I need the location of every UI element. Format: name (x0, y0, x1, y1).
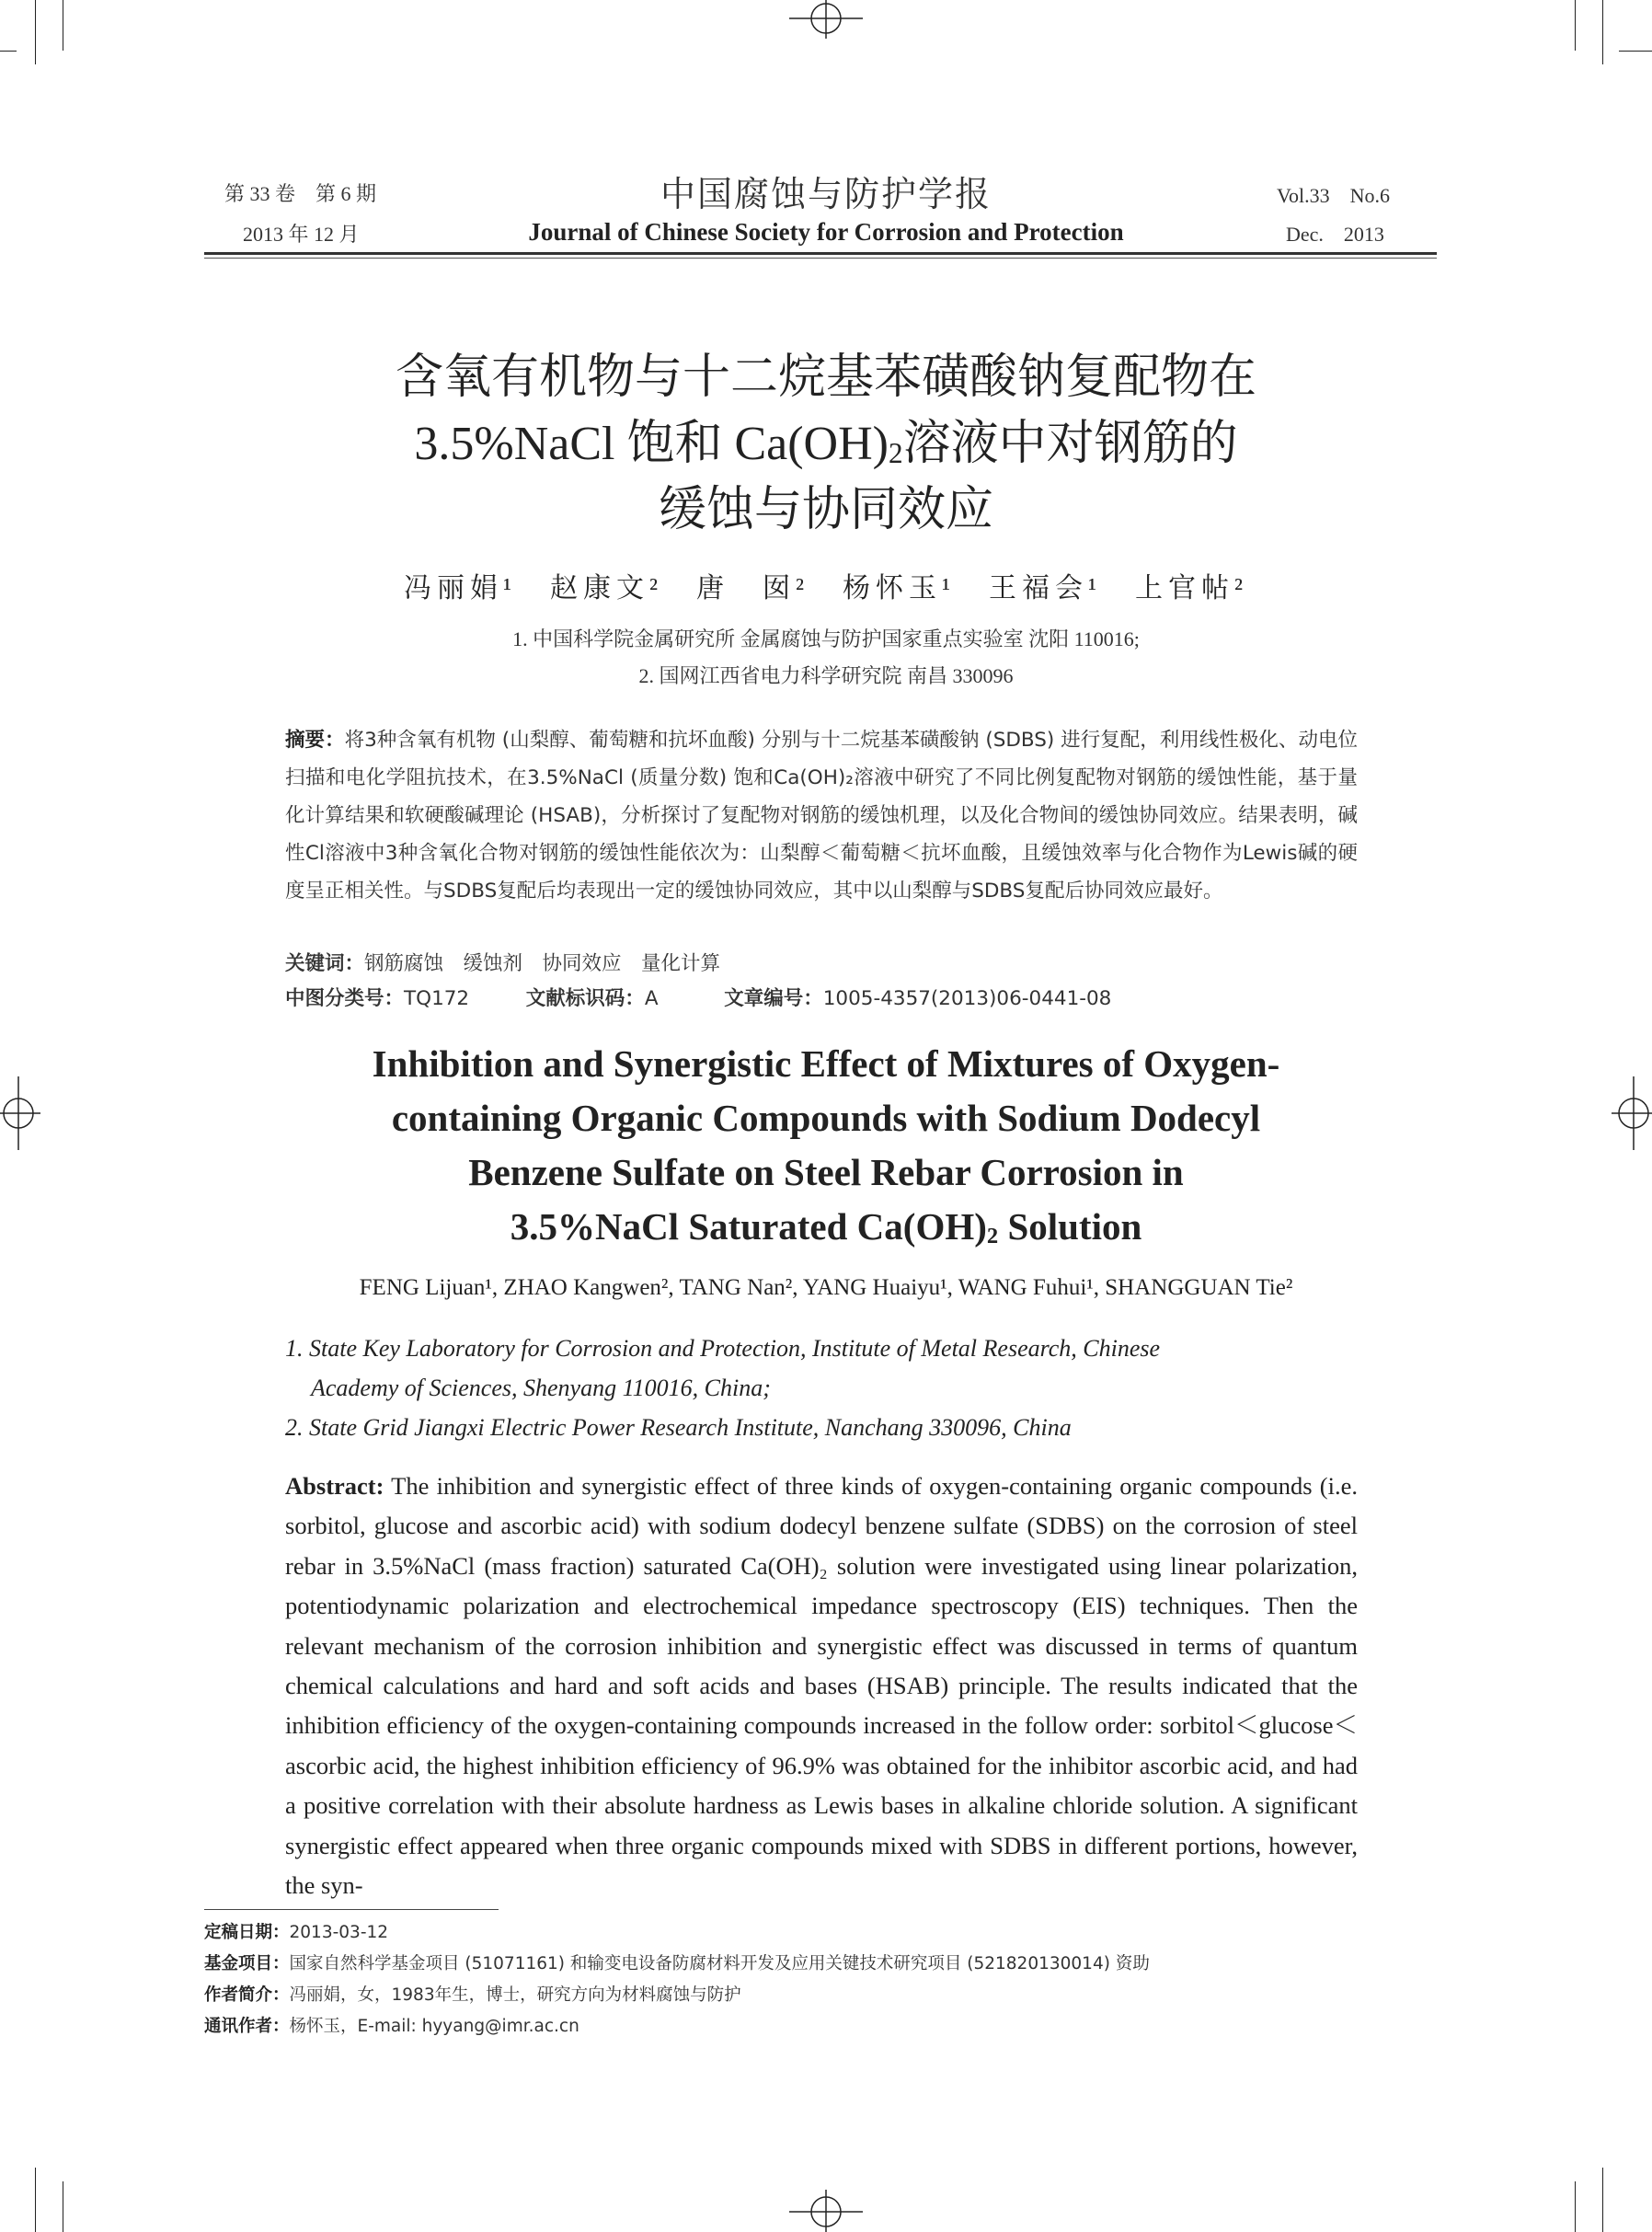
crop-mark (1602, 2168, 1603, 2232)
cn-title-line2-sub: 2 (888, 437, 903, 469)
en-abstract-label: Abstract: (285, 1472, 384, 1500)
cn-title-line3: 缓蚀与协同效应 (658, 482, 993, 537)
header-rule (204, 252, 1437, 255)
en-title-line2: containing Organic Compounds with Sodium Dodecyl (391, 1097, 1261, 1139)
cn-keywords-text: 钢筋腐蚀 缓蚀剂 协同效应 量化计算 (364, 952, 721, 975)
en-title-line1: Inhibition and Synergistic Effect of Mixtures of Oxygen- (372, 1042, 1280, 1085)
footnote-received-text: 2013-03-12 (289, 1923, 389, 1942)
crop-mark (0, 51, 17, 52)
header-vol-no: Vol.33 No.6 (1277, 184, 1391, 207)
registration-mark-top (789, 0, 863, 39)
en-title-line3: Benzene Sulfate on Steel Rebar Corrosion in (468, 1151, 1184, 1193)
crop-mark (1619, 51, 1652, 52)
cn-clc: TQ172 (404, 987, 470, 1010)
en-title-line4 (0, 1200, 1652, 1260)
footnote-author-text: 冯丽娟，女，1983年生，博士，研究方向为材料腐蚀与防护 (289, 1985, 741, 2005)
en-affiliation-1a: 1. State Key Laboratory for Corrosion and Protection, Institute of Metal Research, Chinese (285, 1335, 1161, 1362)
cn-abstract-label: 摘要： (285, 729, 345, 752)
footnote-fund (204, 1950, 1492, 1974)
crop-mark (35, 0, 36, 64)
en-abstract-text: The inhibition and synergistic effect of three kinds of oxygen-containing organic compounds (i.e. sorbitol, glucose and ascorbic acid) with sodium dodecyl benzene sulfate (SDBS) on the corrosion of steel rebar in 3.5%NaCl (mass fraction) saturated Ca(OH)₂ solution were investigated using linear polarization, potentiodynamic polarization and electrochemical impedance spectroscopy (EIS) techniques. Then the relevant mechanism of the corrosion inhibition and synergistic effect was discussed in terms of quantum chemical calculations and hard and soft acids and bases (HSAB) principle. The results indicated that the inhibition efficiency of the oxygen-containing compounds increased in the follow order: sorbitol＜glucose＜ascorbic acid, the highest inhibition efficiency of 96.9% was obtained for the inhibitor ascorbic acid, and had a positive correlation with their absolute hardness as Lewis bases in alkaline chloride solution. A significant synergistic effect appeared when three organic compounds mixed with SDBS in different portions, however, the syn- (285, 1472, 1358, 1900)
footnote-rule (204, 1909, 499, 1910)
crop-mark (1575, 0, 1576, 51)
cn-clc-label: 中图分类号： (285, 987, 405, 1010)
journal-title-en: Journal of Chinese Society for Corrosion and Protection (528, 218, 1124, 246)
cn-classification (285, 983, 1358, 1011)
footnote-fund-label: 基金项目： (204, 1954, 290, 1973)
en-title-line4-b: Solution (998, 1205, 1142, 1248)
header-volume-issue: 第 33 卷 第 6 期 (224, 182, 377, 205)
cn-doc-label: 文献标识码： (525, 987, 645, 1010)
footnote-received-label: 定稿日期： (204, 1923, 290, 1942)
crop-mark (1575, 2181, 1576, 2232)
cn-title-line2-a: 3.5%NaCl 饱和 Ca(OH) (414, 418, 889, 470)
en-abstract (285, 1467, 1358, 1905)
footnote-corr-text: 杨怀玉，E-mail: hyyang@imr.ac.cn (289, 2017, 579, 2036)
footnote-fund-text: 国家自然科学基金项目 (51071161) 和输变电设备防腐材料开发及应用关键技术研究项目 (521820130014) 资助 (289, 1954, 1150, 1973)
header-date-en: Dec. 2013 (1286, 223, 1384, 246)
header-date-cn: 2013 年 12 月 (243, 223, 360, 246)
header-rule-thin (204, 258, 1437, 259)
registration-mark-bottom (789, 2190, 863, 2232)
cn-keywords (285, 948, 1358, 976)
cn-abstract-text: 将3种含氧有机物 (山梨醇、葡萄糖和抗坏血酸) 分别与十二烷基苯磺酸钠 (SDBS) 进行复配，利用线性极化、动电位扫描和电化学阻抗技术，在3.5%NaCl (质量分数) 饱和Ca(OH)₂溶液中研究了不同比例复配物对钢筋的缓蚀性能，基于量化计算结果和软硬酸碱理论 (HSAB)，分析探讨了复配物对钢筋的缓蚀机理，以及化合物间的缓蚀协同效应。结果表明，碱性Cl溶液中3种含氧化合物对钢筋的缓蚀性能依次为：山梨醇＜葡萄糖＜抗坏血酸，且缓蚀效率与化合物作为Lewis碱的硬度呈正相关性。与SDBS复配后均表现出一定的缓蚀协同效应，其中以山梨醇与SDBS复配后协同效应最好。 (285, 729, 1358, 903)
crop-mark (35, 2168, 36, 2232)
footnote-corresponding (204, 2013, 1492, 2037)
cn-article: 1005-4357(2013)06-0441-08 (822, 987, 1112, 1010)
footnote-received (204, 1919, 1492, 1943)
footnote-author (204, 1982, 1492, 2006)
footnote-corr-label: 通讯作者： (204, 2017, 290, 2036)
en-title-line4-a: 3.5%NaCl Saturated Ca(OH) (510, 1205, 987, 1248)
cn-affiliation-2: 2. 国网江西省电力科学研究院 南昌 330096 (638, 664, 1014, 687)
cn-title-line1: 含氧有机物与十二烷基苯磺酸钠复配物在 (395, 350, 1256, 405)
cn-title-line2-b: 溶液中对钢筋的 (902, 416, 1238, 471)
cn-authors: 冯丽娟¹ 赵康文² 唐 囡² 杨怀玉¹ 王福会¹ 上官帖² (404, 573, 1248, 604)
en-affiliation-1b: Academy of Sciences, Shenyang 110016, China; (311, 1375, 771, 1401)
en-title-line4-sub: 2 (986, 1224, 999, 1248)
en-affiliation-2: 2. State Grid Jiangxi Electric Power Research Institute, Nanchang 330096, China (285, 1414, 1072, 1441)
cn-doc: A (644, 987, 659, 1010)
journal-title-cn: 中国腐蚀与防护学报 (660, 176, 992, 214)
cn-affiliation-1: 1. 中国科学院金属研究所 金属腐蚀与防护国家重点实验室 沈阳 110016; (512, 627, 1140, 650)
cn-article-label: 文章编号： (724, 987, 823, 1010)
cn-abstract (285, 721, 1358, 910)
crop-mark (1602, 0, 1603, 64)
cn-keywords-label: 关键词： (285, 952, 365, 975)
footnote-author-label: 作者简介： (204, 1985, 290, 2005)
en-authors: FENG Lijuan¹, ZHAO Kangwen², TANG Nan², YANG Huaiyu¹, WANG Fuhui¹, SHANGGUAN Tie² (359, 1275, 1293, 1300)
